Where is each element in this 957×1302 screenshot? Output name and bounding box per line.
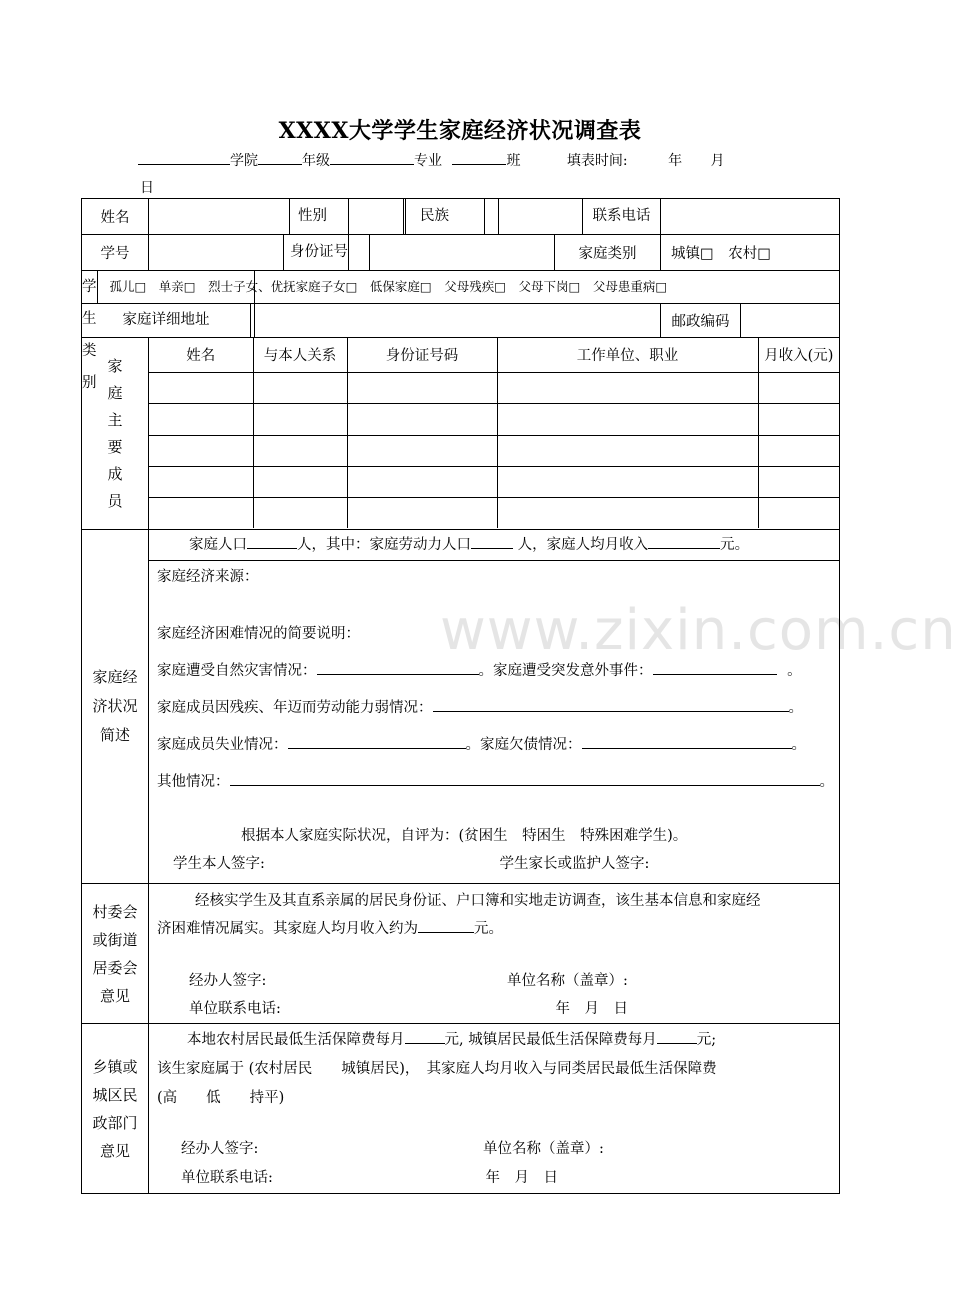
- civil-unit-name: 单位名称（盖章）:: [483, 1141, 604, 1157]
- year-label: 年: [668, 153, 683, 169]
- village-income-blank[interactable]: [418, 919, 474, 933]
- village-text-2: 济困难情况属实。其家庭人均月收入约为 元。: [157, 921, 503, 937]
- unemployment-blank[interactable]: [288, 735, 466, 749]
- other-blank[interactable]: [230, 772, 820, 786]
- urban-blank[interactable]: [657, 1030, 697, 1044]
- village-label: 村委会 或街道 居委会 意见: [92, 902, 138, 1005]
- disability-line: 家庭成员因残疾、年迈而劳动能力弱情况： 。: [157, 700, 803, 716]
- civil-unit-phone: 单位联系电话:: [181, 1170, 273, 1186]
- grade-blank[interactable]: [258, 150, 302, 165]
- members-header-income: 月收入(元): [758, 338, 839, 372]
- phone-input[interactable]: [661, 199, 840, 235]
- gender-label: 性别: [298, 208, 327, 224]
- debt-blank[interactable]: [582, 735, 792, 749]
- student-sign-label: 学生本人签字:: [173, 856, 265, 872]
- phone-label: 联系电话: [582, 199, 660, 234]
- civil-date: 年 月 日: [485, 1170, 558, 1186]
- table-row[interactable]: [149, 497, 839, 528]
- student-type-options[interactable]: 孤儿□ 单亲□ 烈士子女、优抚家庭子女□ 低保家庭□ 父母残疾□ 父母下岗□ 父母患重病□: [109, 279, 668, 294]
- economy-label: 家庭经 济状况 简述: [92, 668, 138, 744]
- population-blank[interactable]: [247, 535, 297, 549]
- address-input-2[interactable]: [255, 304, 661, 338]
- civil-line-1: 本地农村居民最低生活保障费每月 元, 城镇居民最低生活保障费每月 元;: [187, 1032, 717, 1048]
- postcode-label: 邮政编码: [661, 304, 741, 338]
- labor-blank[interactable]: [471, 535, 513, 549]
- class-blank[interactable]: [452, 150, 506, 165]
- student-id-input[interactable]: [149, 235, 284, 270]
- id-card-input[interactable]: [370, 235, 554, 270]
- postcode-input[interactable]: [741, 304, 840, 338]
- ethnicity-label: 民族: [406, 199, 485, 234]
- members-table: [149, 338, 839, 528]
- gender-input[interactable]: [349, 199, 404, 234]
- village-date: 年 月 日: [555, 1001, 628, 1017]
- table-row[interactable]: [149, 466, 839, 497]
- header-line: [138, 150, 725, 170]
- difficulty-line: 家庭经济困难情况的简要说明：: [157, 626, 360, 642]
- grade-label: 年级: [302, 153, 330, 169]
- id-card-label: 身份证号: [290, 244, 348, 260]
- watermark: www.zixin.com.cn: [440, 598, 957, 663]
- ethnicity-input-2[interactable]: [499, 199, 582, 234]
- name-label: 姓名: [82, 199, 149, 235]
- survey-table: [81, 198, 840, 1194]
- village-handler-sign: 经办人签字:: [189, 973, 267, 989]
- unemployment-line: 家庭成员失业情况： 。家庭欠债情况： 。: [157, 737, 806, 753]
- major-label: 专业: [414, 153, 442, 169]
- civil-handler-sign: 经办人签字:: [181, 1141, 259, 1157]
- family-type-label: 家庭类别: [555, 235, 661, 271]
- table-row[interactable]: [149, 372, 839, 403]
- civil-label: 乡镇或 城区民 政部门 意见: [92, 1057, 138, 1160]
- day-label: 日: [140, 180, 154, 196]
- accident-blank[interactable]: [653, 661, 777, 675]
- class-label: 班: [506, 153, 521, 169]
- disaster-line: 家庭遭受自然灾害情况： 。家庭遭受突发意外事件： 。: [157, 663, 802, 679]
- disability-blank[interactable]: [433, 698, 789, 712]
- table-row[interactable]: [149, 403, 839, 435]
- college-blank[interactable]: [138, 150, 230, 165]
- members-header-idcard: 身份证号码: [347, 338, 497, 372]
- parent-sign-label: 学生家长或监护人签字:: [499, 856, 650, 872]
- ethnicity-input[interactable]: [485, 199, 498, 234]
- table-row[interactable]: [149, 435, 839, 466]
- self-assess-line: 根据本人家庭实际状况，自评为：(贫困生 特困生 特殊困难学生)。: [241, 828, 688, 844]
- student-id-label: 学号: [82, 235, 149, 271]
- members-label: 家 庭 主 要 成 员: [107, 356, 123, 510]
- name-input[interactable]: [149, 199, 290, 234]
- disaster-blank[interactable]: [317, 661, 479, 675]
- student-type-label: 学生类别: [82, 271, 98, 303]
- civil-line-3: (高 低 持平): [157, 1090, 285, 1106]
- members-header-work: 工作单位、职业: [497, 338, 758, 372]
- family-type-options[interactable]: 城镇□ 农村□: [661, 235, 840, 271]
- month-label: 月: [710, 153, 725, 169]
- members-header-relation: 与本人关系: [253, 338, 347, 372]
- address-input[interactable]: [250, 304, 254, 337]
- village-unit-phone: 单位联系电话:: [189, 1001, 281, 1017]
- form-title: XXXX大学学生家庭经济状况调查表: [278, 118, 642, 144]
- population-line: 家庭人口 人，其中：家庭劳动力人口 人，家庭人均月收入 元。: [149, 530, 839, 561]
- village-text-1: 经核实学生及其直系亲属的居民身份证、户口簿和实地走访调查，该生基本信息和家庭经: [195, 893, 761, 909]
- source-line: 家庭经济来源：: [157, 569, 259, 585]
- address-label: 家庭详细地址: [122, 312, 210, 328]
- members-header-name: 姓名: [149, 338, 253, 372]
- fill-time-label: 填表时间:: [566, 153, 628, 169]
- college-label: 学院: [230, 153, 258, 169]
- village-unit-name: 单位名称（盖章）:: [507, 973, 628, 989]
- sign-line: [157, 854, 839, 874]
- rural-blank[interactable]: [405, 1030, 445, 1044]
- income-blank[interactable]: [648, 535, 720, 549]
- civil-line-2: 该生家庭属于 (农村居民 城镇居民)， 其家庭人均月收入与同类居民最低生活保障费: [157, 1061, 717, 1077]
- other-line: 其他情况： 。: [157, 774, 834, 790]
- major-blank[interactable]: [330, 150, 414, 165]
